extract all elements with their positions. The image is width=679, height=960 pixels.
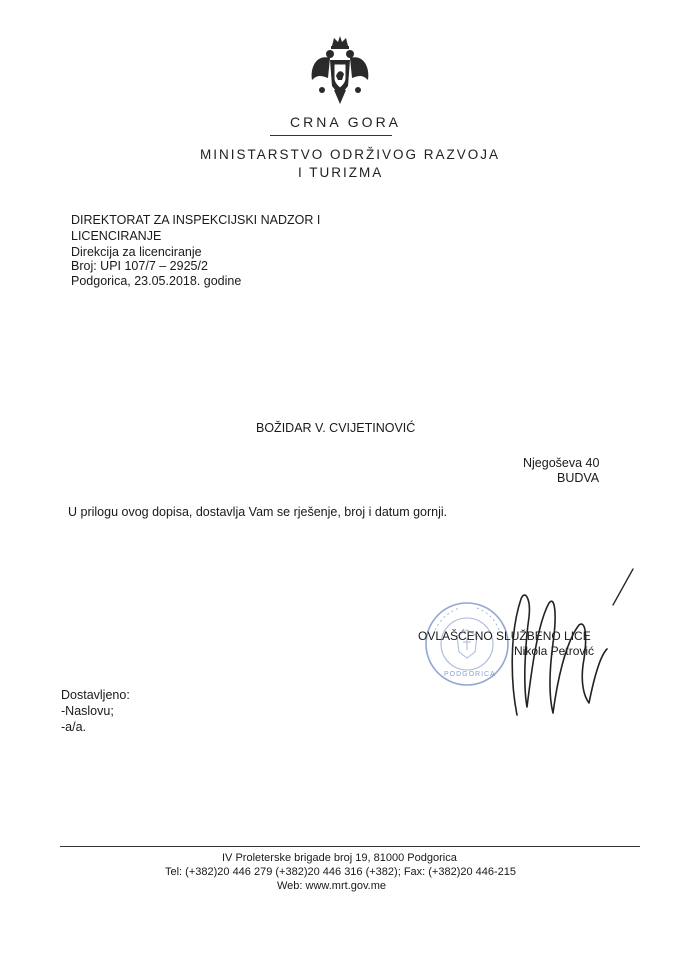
- document-number: Broj: UPI 107/7 – 2925/2: [71, 259, 208, 273]
- footer-contact: Tel: (+382)20 446 279 (+382)20 446 316 (+382); Fax: (+382)20 446-215: [165, 866, 517, 878]
- division-name: Direkcija za licenciranje: [71, 245, 202, 259]
- delivered-item: -a/a.: [61, 720, 87, 734]
- country-name: CRNA GORA: [290, 114, 402, 130]
- directorate-line1: DIREKTORAT ZA INSPEKCIJSKI NADZOR I: [71, 213, 321, 227]
- header-divider: [270, 135, 392, 136]
- directorate-line2: LICENCIRANJE: [71, 229, 162, 243]
- ministry-name-line2: I TURIZMA: [298, 165, 384, 180]
- footer-web: Web: www.mrt.gov.me: [277, 880, 387, 892]
- delivered-heading: Dostavljeno:: [61, 688, 130, 702]
- coat-of-arms-emblem: [308, 34, 372, 106]
- stamp-label: PODGORICA: [444, 671, 496, 678]
- signatory-title: OVLAŠĆENO SLUŽBENO LICE: [418, 629, 591, 643]
- footer-address: IV Proleterske brigade broj 19, 81000 Podgorica: [222, 852, 457, 864]
- letter-body: U prilogu ovog dopisa, dostavlja Vam se rješenje, broj i datum gornji.: [68, 505, 448, 519]
- footer-divider: [60, 846, 640, 847]
- signatory-name: Nikola Petrović: [514, 644, 595, 658]
- recipient-city: BUDVA: [557, 471, 600, 485]
- ministry-name-line1: MINISTARSTVO ODRŽIVOG RAZVOJA: [200, 147, 501, 162]
- recipient-street: Njegoševa 40: [523, 456, 600, 470]
- place-date: Podgorica, 23.05.2018. godine: [71, 274, 242, 288]
- delivered-item: -Naslovu;: [61, 704, 114, 718]
- recipient-name: BOŽIDAR V. CVIJETINOVIĆ: [256, 421, 416, 435]
- handwritten-signature: [495, 565, 645, 725]
